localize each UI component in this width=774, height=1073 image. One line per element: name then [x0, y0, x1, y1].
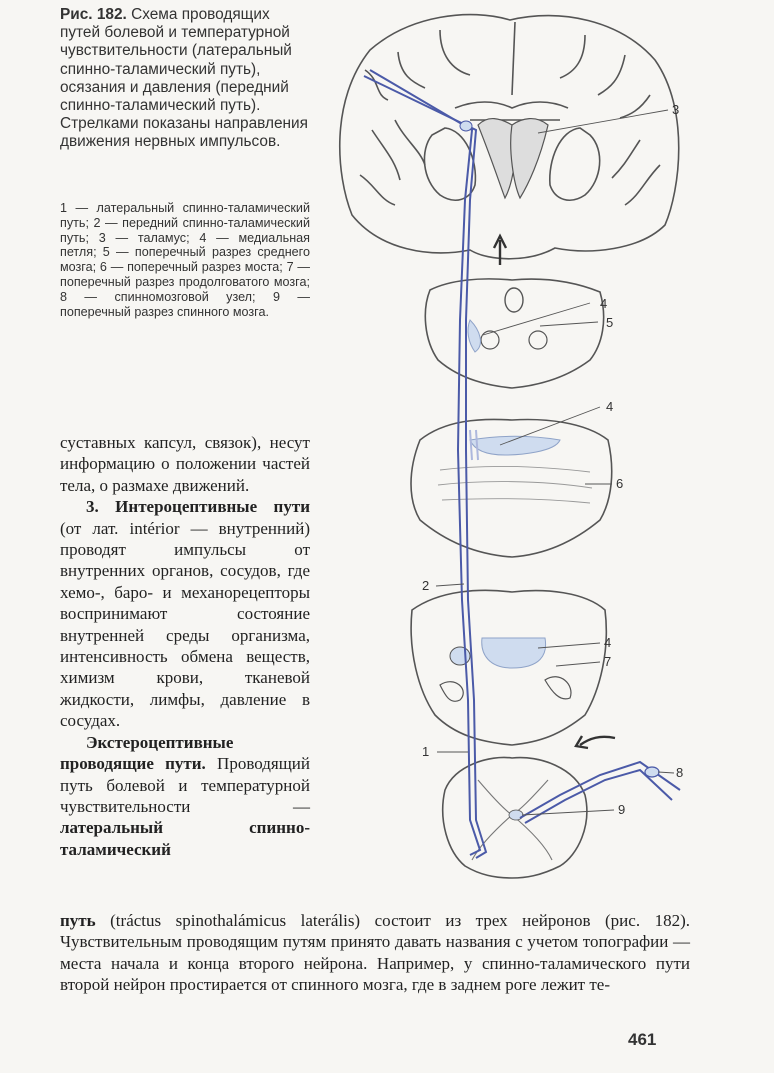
interoceptive-term: 3. Интероцептивные пути [86, 497, 310, 517]
paragraph-exteroceptive: Экстероцептивные проводящие пути. Проводящий путь болевой и температурной чувствительности — латеральный спинно-таламический [60, 732, 310, 859]
lateral-tract-term: латеральный спинно-таламический [60, 818, 310, 859]
label-8: 8 [676, 765, 684, 780]
midbrain-section [425, 279, 603, 388]
medial-lemniscus-medulla [482, 638, 546, 668]
spinal-ganglion [645, 767, 659, 777]
section-heading: Экстероцептивные проводящие пути. [60, 732, 234, 774]
label-5: 5 [606, 315, 614, 330]
figure-caption-text: Схема проводящих путей болевой и температурной чувствительности (латеральный спинно-таламический путь), осязания и давления (передний спинно-таламический путь). Стрелками показаны направления движения нервных импульсов. [60, 6, 308, 151]
cerebral-aqueduct [505, 288, 523, 312]
label-7: 7 [604, 654, 612, 669]
red-nucleus-right [529, 331, 547, 349]
label-9: 9 [618, 802, 626, 817]
medial-lemniscus-midbrain [468, 320, 480, 352]
label-4-midbrain: 4 [600, 296, 608, 311]
paragraph-interoceptive: 3. Интероцептивные пути (от лат. intérior — внутренний) проводят импульсы от внутренних органов, сосудов, где хемо-, баро- и механорецепторы воспринимают состояние внутренней среды организма, интенсивность обмена веществ, химизм крови, тканевой жидкости, лимфы, давление в сосудах. [60, 497, 310, 731]
thalamus-shape [478, 119, 515, 198]
up-arrow-icon [494, 236, 506, 265]
thalamus-shape-right [511, 119, 548, 198]
label-3: 3 [672, 102, 680, 117]
page-number: 461 [628, 1030, 657, 1049]
label-1: 1 [422, 744, 430, 759]
label-4-medulla: 4 [604, 635, 612, 650]
label-2: 2 [422, 578, 430, 593]
spinal-tract-nucleus [450, 647, 470, 665]
red-nucleus-left [481, 331, 499, 349]
paragraph-lateral-tract: путь (tráctus spinothalámicus laterális) состоит из трех нейронов (рис. 182). Чувствительным проводящим путям принято давать названия с учетом топографии — места начала и конца второго нейрона. Например, у спинно-таламического пути второй нейрон простирается от спинного мозга, где в заднем роге лежит те- [60, 911, 690, 995]
thalamus-synapse [460, 121, 472, 131]
paragraph-1: суставных капсул, связок), несут информацию о положении частей тела, о размахе движений. [60, 433, 310, 495]
label-4-pons: 4 [606, 399, 614, 414]
pons-fibers [438, 466, 592, 503]
olive-nuclei [440, 677, 571, 702]
label-6: 6 [616, 476, 624, 491]
label-leaders [436, 110, 674, 815]
figure-legend: 1 — латеральный спинно-таламический путь; 2 — передний спинно-таламический путь; 3 — таламус; 4 — медиальная петля; 5 — поперечный разрез среднего мозга; 6 — поперечный разрез моста; 7 — поперечный разрез продолговатого мозга; 8 — спинномозговой узел; 9 — поперечный разрез спинного мозга. [60, 201, 310, 319]
curved-arrow-icon [576, 736, 615, 748]
figure-number: Рис. 182. [60, 6, 127, 23]
